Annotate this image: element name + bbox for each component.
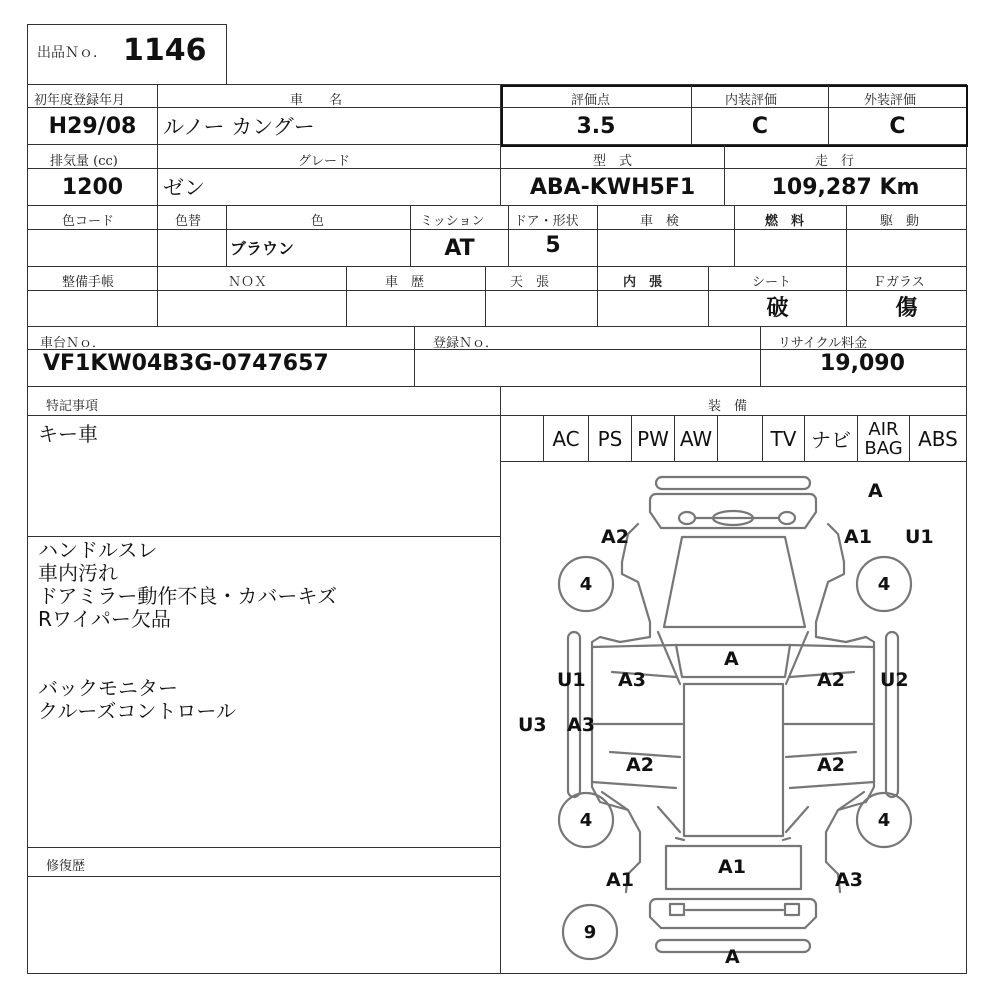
damage-mark: A2 [817, 669, 845, 691]
damage-mark: A [724, 648, 739, 670]
note-line: キー車 [38, 422, 98, 446]
damage-mark: A2 [817, 754, 845, 776]
grade-label: グレード [298, 154, 351, 169]
equip-abs: ABS [918, 426, 958, 451]
interior-value: C [751, 113, 769, 139]
displacement-value: 1200 [61, 174, 124, 200]
car-name-label: 車 名 [290, 93, 343, 108]
reg-no-label: 登録Ｎｏ． [433, 336, 499, 351]
notes-top [38, 423, 98, 446]
damage-mark: A1 [718, 856, 746, 878]
damage-mark: A1 [606, 869, 634, 891]
damage-mark: U3 [518, 714, 547, 736]
first-reg-label: 初年度登録年月 [34, 93, 126, 108]
color-label: 色 [311, 214, 325, 229]
recycle-value: 19,090 [820, 351, 905, 376]
chassis-value: VF1KW04B3G-0747657 [43, 351, 329, 376]
model-label: 型 式 [593, 154, 633, 169]
equip-pw: PW [637, 426, 669, 451]
color-value: ブラウン [230, 239, 295, 258]
mileage-label: 走 行 [815, 154, 855, 169]
nox-label: ＮＯＸ [228, 275, 268, 290]
fuel-label: 燃 料 [765, 214, 805, 229]
damage-mark: A2 [601, 526, 629, 548]
tire-rear-right: 4 [877, 810, 891, 831]
grade-value: ゼン [163, 176, 205, 200]
mileage-value: 109,287 Km [771, 174, 920, 200]
model-value: ABA-KWH5F1 [529, 174, 696, 200]
roof-label: 天 張 [510, 275, 550, 290]
equipment-label: 装 備 [708, 399, 748, 414]
damage-mark: A2 [626, 754, 654, 776]
drive-label: 駆 動 [880, 214, 920, 229]
note-line: Rワイパー欠品 [38, 607, 171, 631]
equip-ac: AC [552, 426, 580, 451]
mission-label: ミッション [420, 214, 485, 229]
glass-value: 傷 [895, 295, 918, 321]
damage-mark: A3 [618, 669, 646, 691]
color-change-label: 色替 [175, 214, 202, 229]
car-name-value: ルノー カングー [163, 115, 315, 139]
damage-mark: A3 [567, 714, 595, 736]
lot-label: 出品Ｎｏ． [37, 45, 107, 61]
exterior-label: 外装評価 [864, 93, 917, 108]
tire-front-left: 4 [579, 574, 593, 595]
lot-number: 1146 [123, 33, 207, 68]
recycle-label: リサイクル料金 [778, 336, 868, 351]
tire-spare: 9 [583, 922, 597, 943]
damage-mark: U1 [557, 669, 586, 691]
history-label: 車 歴 [385, 275, 425, 290]
inspection-label: 車 検 [640, 214, 680, 229]
notes-middle [38, 539, 337, 723]
displacement-label: 排気量 (cc) [50, 154, 118, 169]
chassis-label: 車台Ｎｏ． [40, 336, 106, 351]
car-diagram [500, 462, 966, 973]
notes-label: 特記事項 [46, 399, 99, 414]
exterior-value: C [889, 113, 906, 139]
damage-mark: A1 [844, 526, 872, 548]
note-line: ハンドルスレ [38, 538, 158, 562]
equip-airbag: AIR BAG [864, 418, 903, 459]
tire-rear-left: 4 [579, 810, 593, 831]
repair-label: 修復歴 [46, 859, 86, 874]
damage-mark: A [868, 480, 883, 502]
note-line [38, 631, 337, 654]
note-line [38, 654, 337, 677]
mission-value: AT [444, 235, 475, 261]
color-code-label: 色コード [62, 214, 115, 229]
seat-label: シート [752, 275, 792, 290]
door-value: 5 [545, 232, 561, 258]
seat-value: 破 [766, 295, 789, 321]
note-line: 車内汚れ [38, 561, 118, 585]
inner-label: 内 張 [623, 275, 663, 290]
manual-label: 整備手帳 [62, 275, 115, 290]
note-line: ドアミラー動作不良・カバーキズ [38, 584, 337, 608]
damage-mark: U2 [880, 669, 909, 691]
score-value: 3.5 [576, 113, 616, 139]
note-line: クルーズコントロール [38, 699, 236, 723]
equip-aw: AW [679, 426, 713, 451]
equip-ps: PS [597, 426, 623, 451]
damage-mark: U1 [905, 526, 934, 548]
note-line: バックモニター [38, 676, 178, 700]
equip-tv: TV [770, 426, 797, 451]
first-reg-value: H29/08 [48, 113, 137, 139]
interior-label: 内装評価 [725, 93, 778, 108]
equip-navi: ナビ [811, 428, 851, 452]
score-label: 評価点 [571, 93, 611, 108]
damage-mark: A [725, 946, 740, 968]
glass-label: Ｆガラス [873, 275, 925, 290]
damage-mark: A3 [835, 869, 863, 891]
door-label: ドア・形状 [514, 214, 579, 229]
tire-front-right: 4 [877, 574, 891, 595]
